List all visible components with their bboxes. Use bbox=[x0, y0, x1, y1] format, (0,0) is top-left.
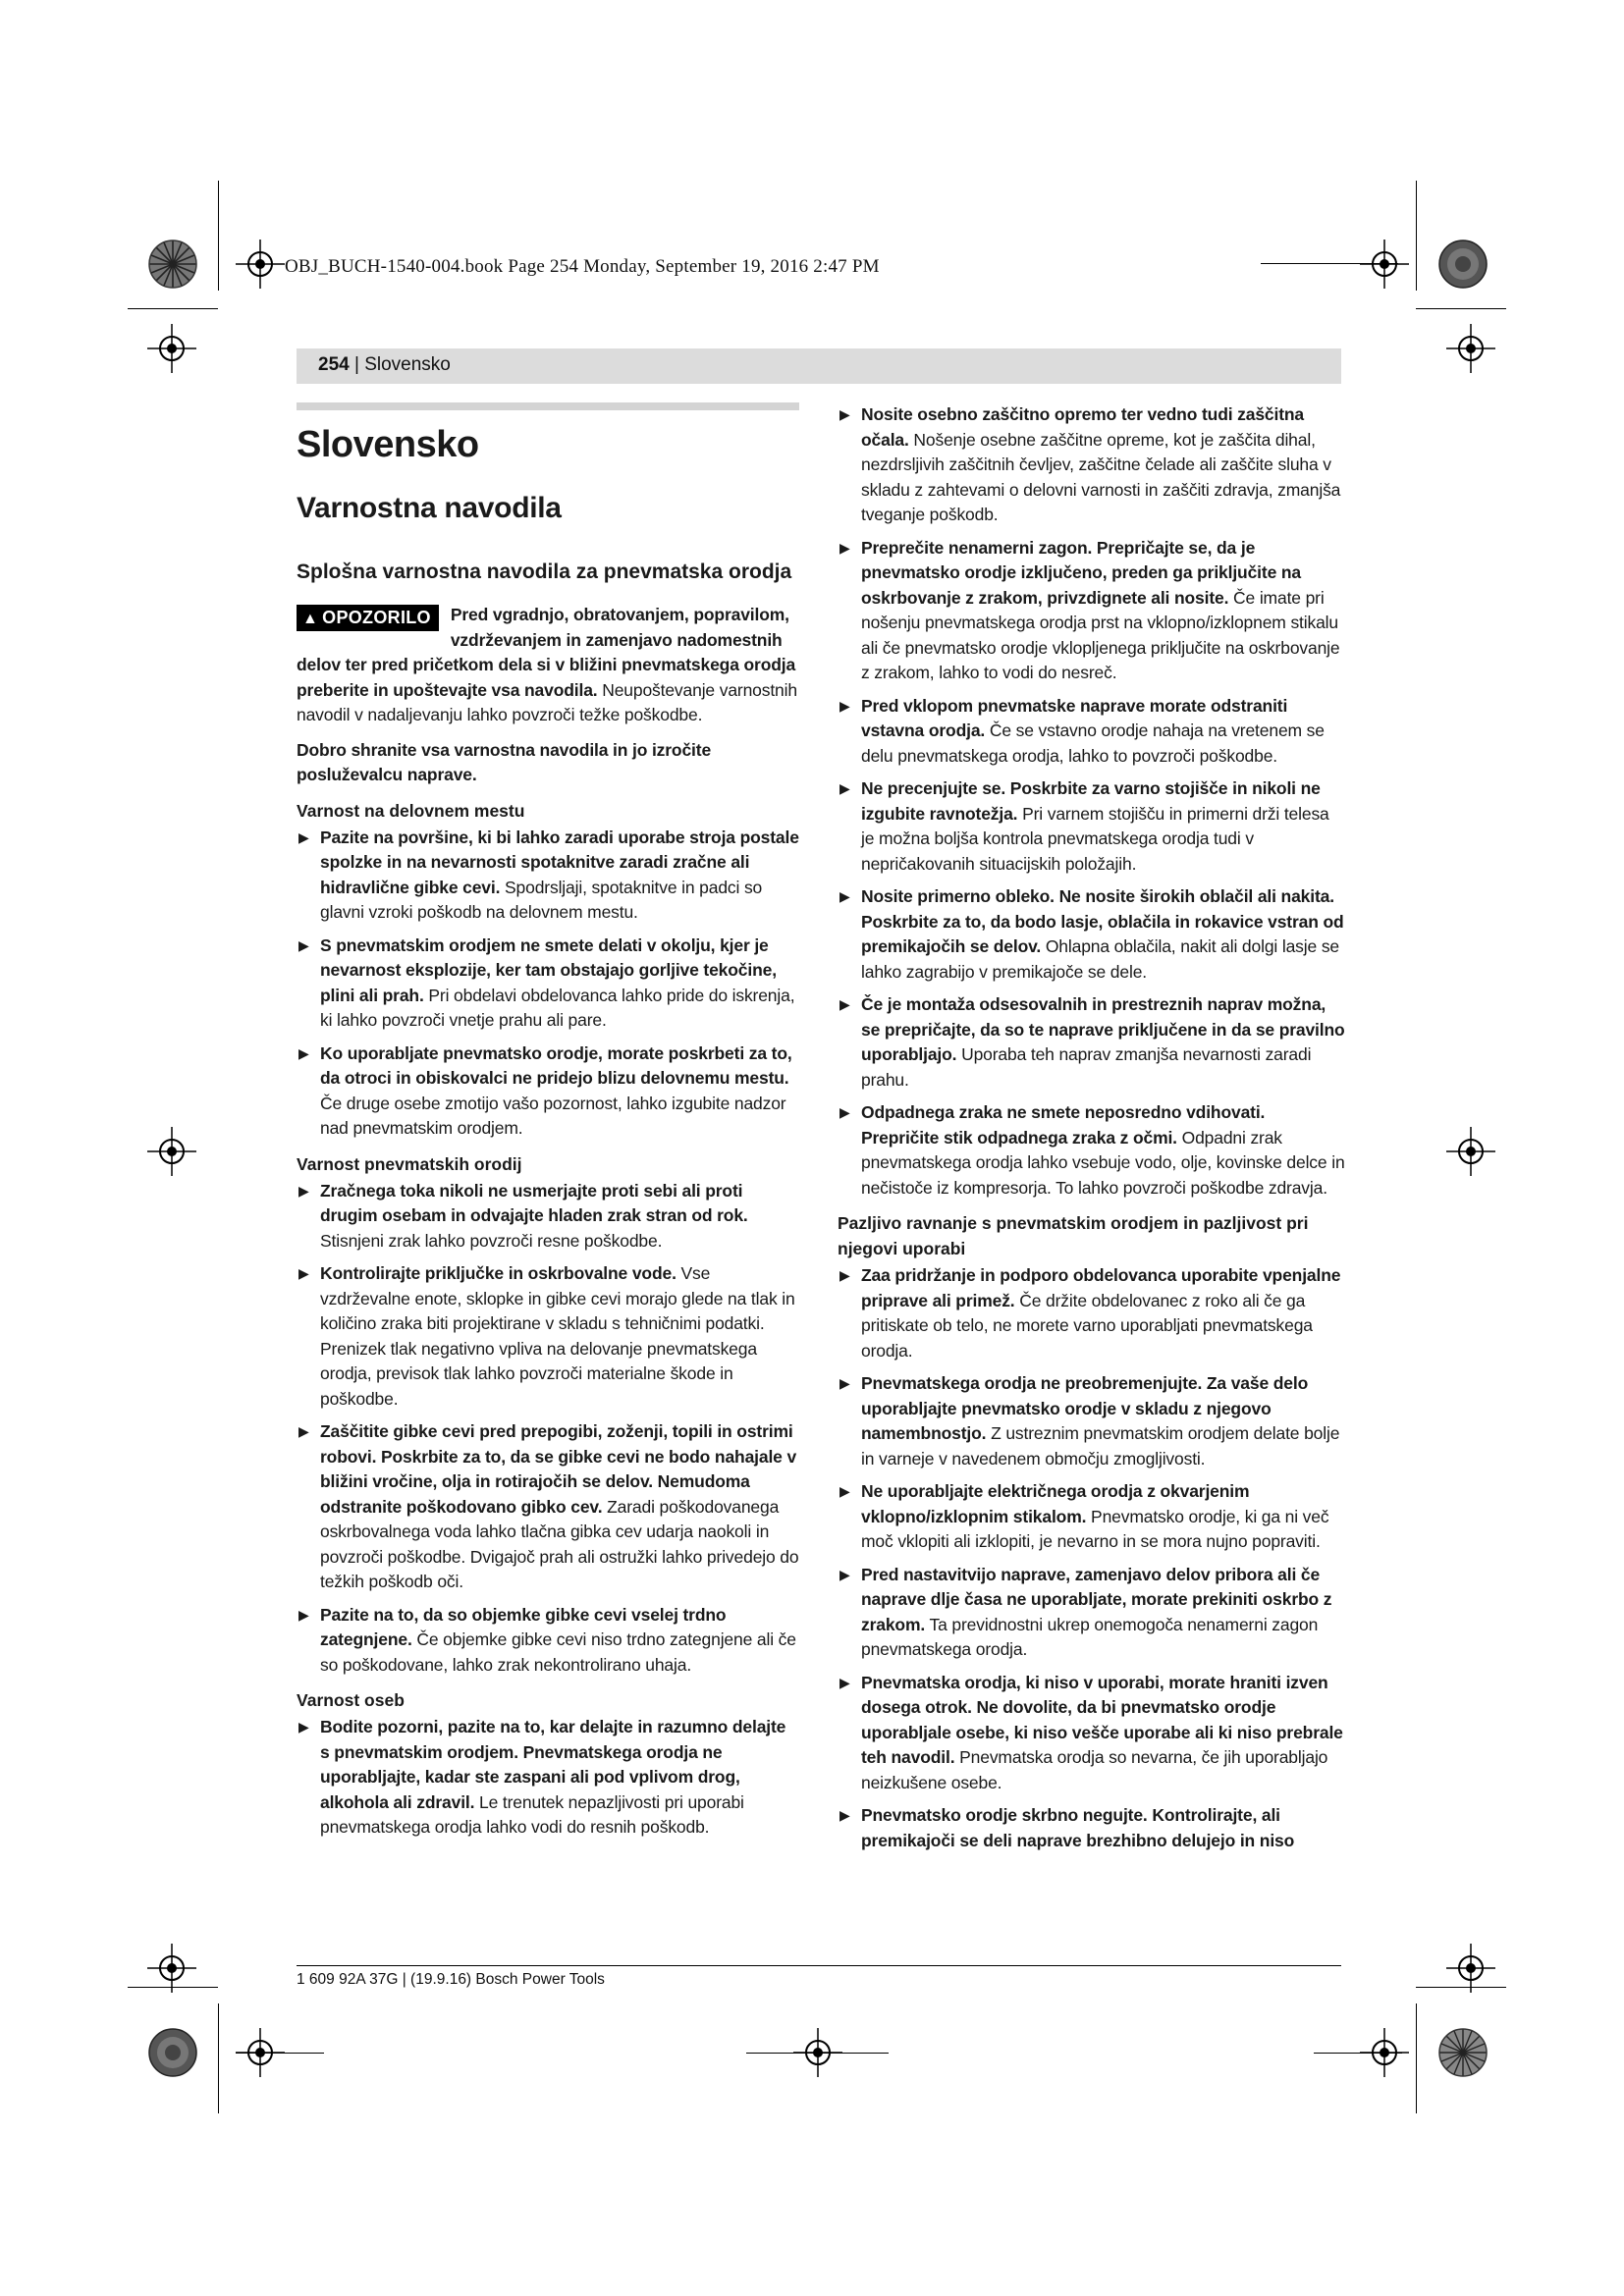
item-text: Nošenje osebne zaščitne opreme, kot je zaščita dihal, nezdrsljivih zaščitnih čevljev, zaščitne čelade ali zaščite sluha v skladu z zahtevami o delovni varnosti in zaščiti zdravja, zmanjša tveganje poškodb. bbox=[861, 429, 1341, 524]
heading-personal: Varnost oseb bbox=[297, 1690, 405, 1710]
bullet-icon: ▶ bbox=[839, 1375, 850, 1391]
bullet-icon: ▶ bbox=[298, 1265, 309, 1281]
item-bold: Pnevmatska orodja, ki niso v uporabi, morate hraniti izven dosega otrok. Ne dovolite, da bi pnevmatsko orodje uporabljale osebe, ki niso vešče uporabe ali ki niso prebrale teh navodil. bbox=[861, 1672, 1343, 1767]
list-item bbox=[838, 1671, 1346, 1796]
item-bold: Zračnega toka nikoli ne usmerjajte proti sebi ali proti drugim osebam in odvajajte hladen zrak stran od rok. bbox=[320, 1180, 748, 1225]
page-number: 254 bbox=[318, 354, 350, 375]
crop-line bbox=[128, 1987, 218, 1988]
item-bold: Pred nastavitvijo naprave, zamenjavo delov pribora ali če naprave dlje časa ne uporabljate, morate prekiniti oskrbo z zrakom. bbox=[861, 1564, 1332, 1634]
bullet-icon: ▶ bbox=[298, 1606, 309, 1623]
page-header-bar bbox=[297, 348, 1341, 384]
item-bold: Nosite osebno zaščitno opremo ter vedno tudi zaščitna očala. bbox=[861, 404, 1305, 450]
crosshair-mark-lower-right bbox=[1446, 1944, 1495, 1993]
item-text: Spodrsljaji, spotaknitve in padci so glavni vzroki poškodb na delovnem mestu. bbox=[320, 877, 763, 922]
list-item bbox=[297, 1041, 799, 1142]
warning-badge bbox=[297, 605, 439, 631]
bullet-icon: ▶ bbox=[298, 936, 309, 953]
item-text: Ta previdnostni ukrep onemogoča nenamerni zagon pnevmatskega orodja. bbox=[861, 1614, 1319, 1659]
list-item bbox=[838, 1371, 1346, 1471]
crop-line bbox=[218, 181, 219, 291]
bullet-icon: ▶ bbox=[839, 1483, 850, 1499]
heading-handling: Pazljivo ravnanje s pnevmatskim orodjem in pazljivost pri njegovi uporabi bbox=[838, 1213, 1309, 1258]
bullet-icon: ▶ bbox=[298, 828, 309, 845]
list-item bbox=[838, 884, 1346, 985]
list-item bbox=[297, 1261, 799, 1412]
warning-bold-text: Pred vgradnjo, obratovanjem, popravilom, vzdrževanjem in zamenjavo nadomestnih delov ter pred pričetkom dela si v bližini pnevmatskega orodja preberite in upoštevajte vsa navodila. bbox=[297, 605, 796, 700]
crosshair-mark-upper-right bbox=[1446, 324, 1495, 373]
list-item bbox=[838, 1263, 1346, 1363]
crop-line bbox=[1261, 263, 1398, 264]
list-item bbox=[297, 934, 799, 1034]
list-item bbox=[838, 694, 1346, 770]
item-text: Uporaba teh naprav zmanjša nevarnosti zaradi prahu. bbox=[861, 1044, 1312, 1090]
list-item bbox=[838, 536, 1346, 686]
item-text: Pri varnem stojišču in primerni drži telesa je možna boljša kontrola pnevmatskega orodja tudi v nepričakovanih situacijskih položajih. bbox=[861, 803, 1329, 874]
warning-block bbox=[297, 603, 799, 728]
item-bold: Kontrolirajte priključke in oskrbovalne vode. bbox=[320, 1263, 677, 1283]
crosshair-mark-middle-right bbox=[1446, 1127, 1495, 1176]
item-bold: Pazite na to, da so objemke gibke cevi vselej trdno zategnjene. bbox=[320, 1604, 727, 1649]
item-bold: Ne uporabljajte električnega orodja z okvarjenim vklopno/izklopnim stikalom. bbox=[861, 1481, 1250, 1526]
list-item bbox=[297, 1715, 799, 1841]
bullet-icon: ▶ bbox=[839, 888, 850, 904]
list-item bbox=[838, 1479, 1346, 1555]
bullet-icon: ▶ bbox=[839, 1104, 850, 1120]
crop-line bbox=[1416, 308, 1506, 309]
color-wheel-top-right bbox=[1438, 240, 1488, 289]
crop-line bbox=[1416, 2003, 1417, 2113]
item-bold: Pazite na površine, ki bi lahko zaradi uporabe stroja postale spolzke in na nevarnosti spotaknitve zaradi zračne ali hidravlične gibke cevi. bbox=[320, 827, 799, 897]
list-item bbox=[838, 1100, 1346, 1201]
item-bold: Zaščitite gibke cevi pred prepogibi, zoženji, topili in ostrimi robovi. Poskrbite za to, da se gibke cevi ne bodo nahajale v bližini vročine, olja in rotirajočih se delov. Nemudoma odstranite poškodovano gibko cev. bbox=[320, 1421, 797, 1517]
bullet-icon: ▶ bbox=[839, 697, 850, 714]
bullet-icon: ▶ bbox=[839, 406, 850, 422]
item-bold: Pnevmatsko orodje skrbno negujte. Kontrolirajte, ali premikajoči se deli naprave brezhibno delujejo in niso bbox=[861, 1805, 1295, 1850]
list-item bbox=[838, 1803, 1346, 1853]
crop-line bbox=[128, 308, 218, 309]
crop-line bbox=[1416, 181, 1417, 291]
item-bold: Bodite pozorni, pazite na to, kar delajte in razumno delajte s pnevmatskim orodjem. Pnevmatskega orodja ne uporabljajte, kadar ste zaspani ali pod vplivom drog, alkohola ali zdravil. bbox=[320, 1717, 786, 1812]
item-bold: Ne precenjujte se. Poskrbite za varno stojišče in nikoli ne izgubite ravnotežja. bbox=[861, 778, 1321, 824]
page-footer: 1 609 92A 37G | (19.9.16) Bosch Power Tools bbox=[297, 1971, 605, 1988]
item-bold: Preprečite nenamerni zagon. Prepričajte se, da je pnevmatsko orodje izključeno, preden ga priključite na oskrbovanje z zrakom, privzdignete ali nosite. bbox=[861, 537, 1301, 608]
crosshair-mark-upper-left bbox=[147, 324, 196, 373]
item-bold: Nosite primerno obleko. Ne nosite širokih oblačil ali nakita. Poskrbite za to, da bodo lasje, oblačila in rokavice vstran od premikajočih se delov. bbox=[861, 886, 1344, 956]
crosshair-mark-top-left bbox=[236, 240, 285, 289]
bullet-icon: ▶ bbox=[839, 539, 850, 556]
item-text: Le trenutek nepazljivosti pri uporabi pnevmatskega orodja lahko vodi do resnih poškodb. bbox=[320, 1791, 744, 1837]
bullet-icon: ▶ bbox=[839, 1807, 850, 1823]
item-text: Odpadni zrak pnevmatskega orodja lahko vsebuje vodo, olje, kovinske delce in nečistoče iz kompresorja. To lahko povzroči poškodbe zdravja. bbox=[861, 1127, 1345, 1198]
list-item bbox=[297, 1419, 799, 1595]
item-text: Če objemke gibke cevi niso trdno zategnjene ali če so poškodovane, lahko zrak nekontrolirano uhaja. bbox=[320, 1629, 796, 1675]
color-wheel-bottom-right bbox=[1438, 2028, 1488, 2077]
warning-triangle-icon: ▲ bbox=[302, 611, 319, 627]
crop-line bbox=[746, 2053, 889, 2054]
warning-label: OPOZORILO bbox=[322, 608, 431, 627]
item-text: Če imate pri nošenju pnevmatskega orodja prst na vklopno/izklopnem stikalu ali če pnevmatsko orodje vklopljenega priključite na oskrbovanje z zrakom, lahko to vodi do nesreč. bbox=[861, 587, 1340, 682]
bullet-icon: ▶ bbox=[298, 1423, 309, 1439]
subsection-title: Splošna varnostna navodila za pnevmatska orodja bbox=[297, 561, 792, 583]
list-item bbox=[297, 1179, 799, 1255]
file-info-line: OBJ_BUCH-1540-004.book Page 254 Monday, September 19, 2016 2:47 PM bbox=[285, 256, 880, 277]
item-text: Če se vstavno orodje nahaja na vretenem se delu pnevmatskega orodja, lahko to povzroči poškodbe. bbox=[861, 721, 1325, 766]
item-bold: Pnevmatskega orodja ne preobremenjujte. Za vaše delo uporabljajte pnevmatsko orodje v skladu z njegovo namembnostjo. bbox=[861, 1373, 1309, 1443]
bullet-icon: ▶ bbox=[839, 1267, 850, 1283]
crosshair-mark-lower-left bbox=[147, 1944, 196, 1993]
item-bold: Ko uporabljate pnevmatsko orodje, morate poskrbeti za to, da otroci in obiskovalci ne pridejo blizu delovnemu mestu. bbox=[320, 1042, 792, 1088]
crop-line bbox=[218, 2003, 219, 2113]
list-item bbox=[297, 1603, 799, 1679]
right-column bbox=[838, 402, 1346, 1861]
footer-rule bbox=[297, 1965, 1341, 1966]
bullet-icon: ▶ bbox=[298, 1719, 309, 1735]
left-column bbox=[297, 402, 799, 1848]
item-text: Z ustreznim pnevmatskim orodjem delate bolje in varneje v navedenem območju zmogljivosti. bbox=[861, 1423, 1340, 1468]
crop-line bbox=[236, 2053, 324, 2054]
crop-line bbox=[1314, 2053, 1402, 2054]
item-text: Če druge osebe zmotijo vašo pozornost, lahko izgubite nadzor nad pnevmatskim orodjem. bbox=[320, 1093, 786, 1138]
item-text: Pnevmatska orodja so nevarna, če jih uporabljajo neizkušene osebe. bbox=[861, 1747, 1328, 1792]
item-text: Ohlapna oblačila, nakit ali dolgi lasje se lahko zagrabijo v premikajoče se dele. bbox=[861, 936, 1340, 982]
item-text: Stisnjeni zrak lahko povzroči resne poškodbe. bbox=[320, 1230, 663, 1251]
section-title: Varnostna navodila bbox=[297, 492, 562, 524]
heading-pneumatic: Varnost pnevmatskih orodij bbox=[297, 1153, 522, 1174]
section-rule bbox=[297, 402, 799, 410]
list-item bbox=[838, 992, 1346, 1093]
item-text: Vse vzdrževalne enote, sklopke in gibke cevi morajo glede na tlak in količino zraka biti projektirane v skladu s tehničnimi podatki. Prenizek tlak negativno vpliva na delovanje pnevmatskega orodja, previsok tlak lahko povzroči materialne škode in poškodbe. bbox=[320, 1263, 795, 1409]
item-text: Zaradi poškodovanega oskrbovalnega voda lahko tlačna gibka cev udarja naokoli in povzroči poškodbe. Dvigajoč prah ali ostružki lahko privedejo do težkih poškodb oči. bbox=[320, 1496, 799, 1591]
item-text: Pri obdelavi obdelovanca lahko pride do iskrenja, ki lahko povzroči vnetje prahu ali pare. bbox=[320, 985, 795, 1030]
crosshair-mark-middle-left bbox=[147, 1127, 196, 1176]
item-bold: S pnevmatskim orodjem ne smete delati v okolju, kjer je nevarnost eksplozije, ker tam obstajajo gorljive tekočine, plini ali prah. bbox=[320, 934, 777, 1005]
item-bold: Če je montaža odsesovalnih in prestreznih naprav možna, se prepričajte, da so te naprave priključene in da se pravilno uporabljajo. bbox=[861, 994, 1345, 1064]
item-text: Če držite obdelovanec z roko ali če ga pritiskate ob telo, ne morete varno uporabljati pnevmatskega orodja. bbox=[861, 1290, 1313, 1361]
page-header bbox=[318, 354, 451, 376]
item-bold: Odpadnega zraka ne smete neposredno vdihovati. Prepričite stik odpadnega zraka z očmi. bbox=[861, 1102, 1266, 1148]
header-section: Slovensko bbox=[364, 354, 451, 375]
bullet-icon: ▶ bbox=[839, 1674, 850, 1690]
color-wheel-top-left bbox=[148, 240, 197, 289]
header-separator: | bbox=[349, 354, 365, 375]
heading-workplace: Varnost na delovnem mestu bbox=[297, 800, 525, 821]
bullet-icon: ▶ bbox=[298, 1044, 309, 1061]
bullet-icon: ▶ bbox=[298, 1182, 309, 1199]
bullet-icon: ▶ bbox=[839, 1566, 850, 1582]
keep-instructions: Dobro shranite vsa varnostna navodila in jo izročite posluževalcu naprave. bbox=[297, 739, 712, 784]
bullet-icon: ▶ bbox=[839, 780, 850, 796]
crop-line bbox=[1416, 1987, 1506, 1988]
crosshair-mark-top-right bbox=[1360, 240, 1409, 289]
bullet-icon: ▶ bbox=[839, 996, 850, 1012]
list-item bbox=[838, 402, 1346, 528]
list-item bbox=[297, 826, 799, 926]
item-text: Pnevmatsko orodje, ki ga ni več moč vklopiti ali izklopiti, je nevarno in se mora nujno popraviti. bbox=[861, 1506, 1329, 1551]
page-title: Slovensko bbox=[297, 424, 479, 465]
item-bold: Pred vklopom pnevmatske naprave morate odstraniti vstavna orodja. bbox=[861, 695, 1288, 740]
color-wheel-bottom-left bbox=[148, 2028, 197, 2077]
list-item bbox=[838, 1563, 1346, 1663]
list-item bbox=[838, 776, 1346, 877]
item-bold: Zaa pridržanje in podporo obdelovanca uporabite vpenjalne priprave ali primež. bbox=[861, 1265, 1341, 1310]
warning-text: Neupoštevanje varnostnih navodil v nadaljevanju lahko povzroči težke poškodbe. bbox=[297, 679, 797, 724]
